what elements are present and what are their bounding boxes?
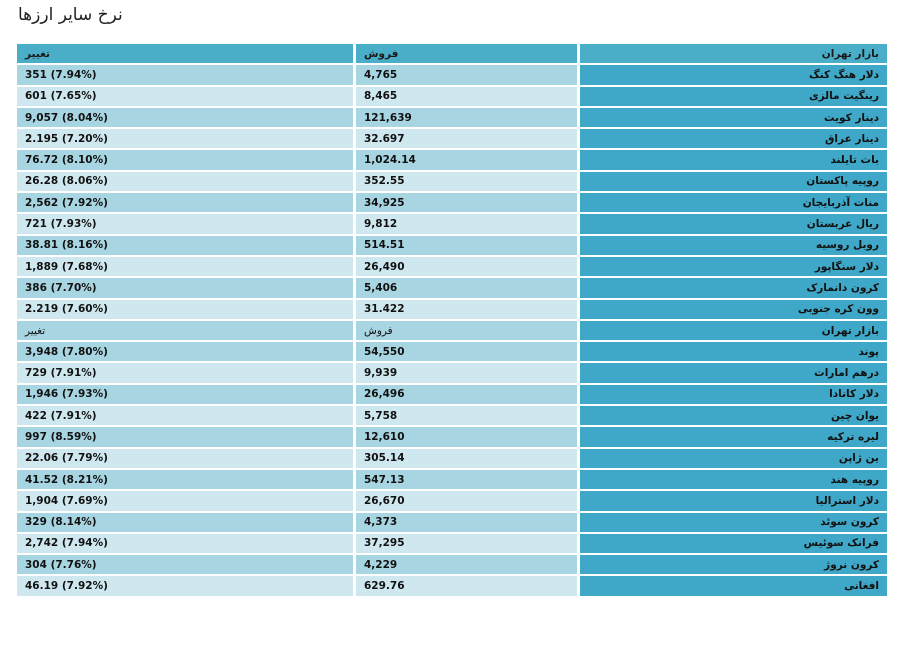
price-change: 22.06 (7.79%) <box>17 449 353 468</box>
table-row <box>17 427 887 446</box>
header-market: بازار تهران <box>580 44 887 63</box>
table-row <box>17 257 887 276</box>
price-change: 76.72 (8.10%) <box>17 150 353 169</box>
table-row <box>17 385 887 404</box>
sell-price: 121,639 <box>356 108 577 127</box>
table-row <box>17 108 887 127</box>
table-row <box>17 65 887 84</box>
price-change: 38.81 (8.16%) <box>17 236 353 255</box>
table-row <box>17 172 887 191</box>
table-row <box>17 449 887 468</box>
price-change: 3,948 (7.80%) <box>17 342 353 361</box>
sell-price: 9,939 <box>356 363 577 382</box>
table-row <box>17 278 887 297</box>
currency-name: پوند <box>580 342 887 361</box>
sell-price: 32.697 <box>356 129 577 148</box>
sell-price: 31.422 <box>356 300 577 319</box>
table-row <box>17 406 887 425</box>
currency-name: دینار عراق <box>580 129 887 148</box>
table-row <box>17 342 887 361</box>
table-row <box>17 193 887 212</box>
currency-name: دلار سنگاپور <box>580 257 887 276</box>
currency-name: روبل روسیه <box>580 236 887 255</box>
price-change: 2.195 (7.20%) <box>17 129 353 148</box>
currency-name: دلار کانادا <box>580 385 887 404</box>
sell-price: 54,550 <box>356 342 577 361</box>
sell-price: 12,610 <box>356 427 577 446</box>
sell-price: 514.51 <box>356 236 577 255</box>
currency-name: کرون نروژ <box>580 555 887 574</box>
header-change: تغییر <box>17 44 353 63</box>
price-change: 329 (8.14%) <box>17 513 353 532</box>
currency-name: دلار هنگ کنگ <box>580 65 887 84</box>
subheader-market: بازار تهران <box>580 321 887 340</box>
price-change: 2,742 (7.94%) <box>17 534 353 553</box>
currency-name: ریال عربستان <box>580 214 887 233</box>
currency-name: بات تایلند <box>580 150 887 169</box>
table-row <box>17 576 887 595</box>
price-change: 351 (7.94%) <box>17 65 353 84</box>
sell-price: 4,229 <box>356 555 577 574</box>
table-row <box>17 150 887 169</box>
currency-name: ین ژاپن <box>580 449 887 468</box>
currency-name: فرانک سوئیس <box>580 534 887 553</box>
currency-name: روپیه هند <box>580 470 887 489</box>
table-row <box>17 513 887 532</box>
table-row <box>17 300 887 319</box>
sell-price: 4,765 <box>356 65 577 84</box>
header-sell: فروش <box>356 44 577 63</box>
table-row <box>17 363 887 382</box>
price-change: 2.219 (7.60%) <box>17 300 353 319</box>
currency-name: کرون سوئد <box>580 513 887 532</box>
subheader-change: تغییر <box>17 321 353 340</box>
currency-name: رینگیت مالزی <box>580 87 887 106</box>
sell-price: 34,925 <box>356 193 577 212</box>
price-change: 386 (7.70%) <box>17 278 353 297</box>
price-change: 9,057 (8.04%) <box>17 108 353 127</box>
table-subheader-row <box>17 321 887 340</box>
page-title: نرخ سایر ارزها <box>18 5 123 25</box>
currency-name: منات آذربایجان <box>580 193 887 212</box>
table-row <box>17 491 887 510</box>
sell-price: 629.76 <box>356 576 577 595</box>
price-change: 41.52 (8.21%) <box>17 470 353 489</box>
sell-price: 37,295 <box>356 534 577 553</box>
sell-price: 547.13 <box>356 470 577 489</box>
sell-price: 26,490 <box>356 257 577 276</box>
price-change: 1,904 (7.69%) <box>17 491 353 510</box>
price-change: 1,946 (7.93%) <box>17 385 353 404</box>
table-row <box>17 470 887 489</box>
subheader-sell: فروش <box>356 321 577 340</box>
sell-price: 305.14 <box>356 449 577 468</box>
price-change: 721 (7.93%) <box>17 214 353 233</box>
sell-price: 4,373 <box>356 513 577 532</box>
sell-price: 5,406 <box>356 278 577 297</box>
currency-name: لیره ترکیه <box>580 427 887 446</box>
sell-price: 9,812 <box>356 214 577 233</box>
price-change: 1,889 (7.68%) <box>17 257 353 276</box>
currency-name: دلار استرالیا <box>580 491 887 510</box>
currency-name: درهم امارات <box>580 363 887 382</box>
price-change: 304 (7.76%) <box>17 555 353 574</box>
currency-name: دینار کویت <box>580 108 887 127</box>
currency-name: روپیه پاکستان <box>580 172 887 191</box>
table-row <box>17 87 887 106</box>
price-change: 422 (7.91%) <box>17 406 353 425</box>
table-row <box>17 214 887 233</box>
sell-price: 26,670 <box>356 491 577 510</box>
table-header-row <box>17 44 887 63</box>
currency-name: کرون دانمارک <box>580 278 887 297</box>
sell-price: 26,496 <box>356 385 577 404</box>
currency-name: یوان چین <box>580 406 887 425</box>
table-row <box>17 534 887 553</box>
currency-name: افغانی <box>580 576 887 595</box>
sell-price: 5,758 <box>356 406 577 425</box>
sell-price: 1,024.14 <box>356 150 577 169</box>
currency-rate-table <box>14 42 890 598</box>
price-change: 729 (7.91%) <box>17 363 353 382</box>
sell-price: 352.55 <box>356 172 577 191</box>
table-row <box>17 129 887 148</box>
price-change: 997 (8.59%) <box>17 427 353 446</box>
price-change: 46.19 (7.92%) <box>17 576 353 595</box>
sell-price: 8,465 <box>356 87 577 106</box>
table-row <box>17 236 887 255</box>
price-change: 601 (7.65%) <box>17 87 353 106</box>
currency-name: وون کره جنوبی <box>580 300 887 319</box>
table-row <box>17 555 887 574</box>
price-change: 2,562 (7.92%) <box>17 193 353 212</box>
price-change: 26.28 (8.06%) <box>17 172 353 191</box>
